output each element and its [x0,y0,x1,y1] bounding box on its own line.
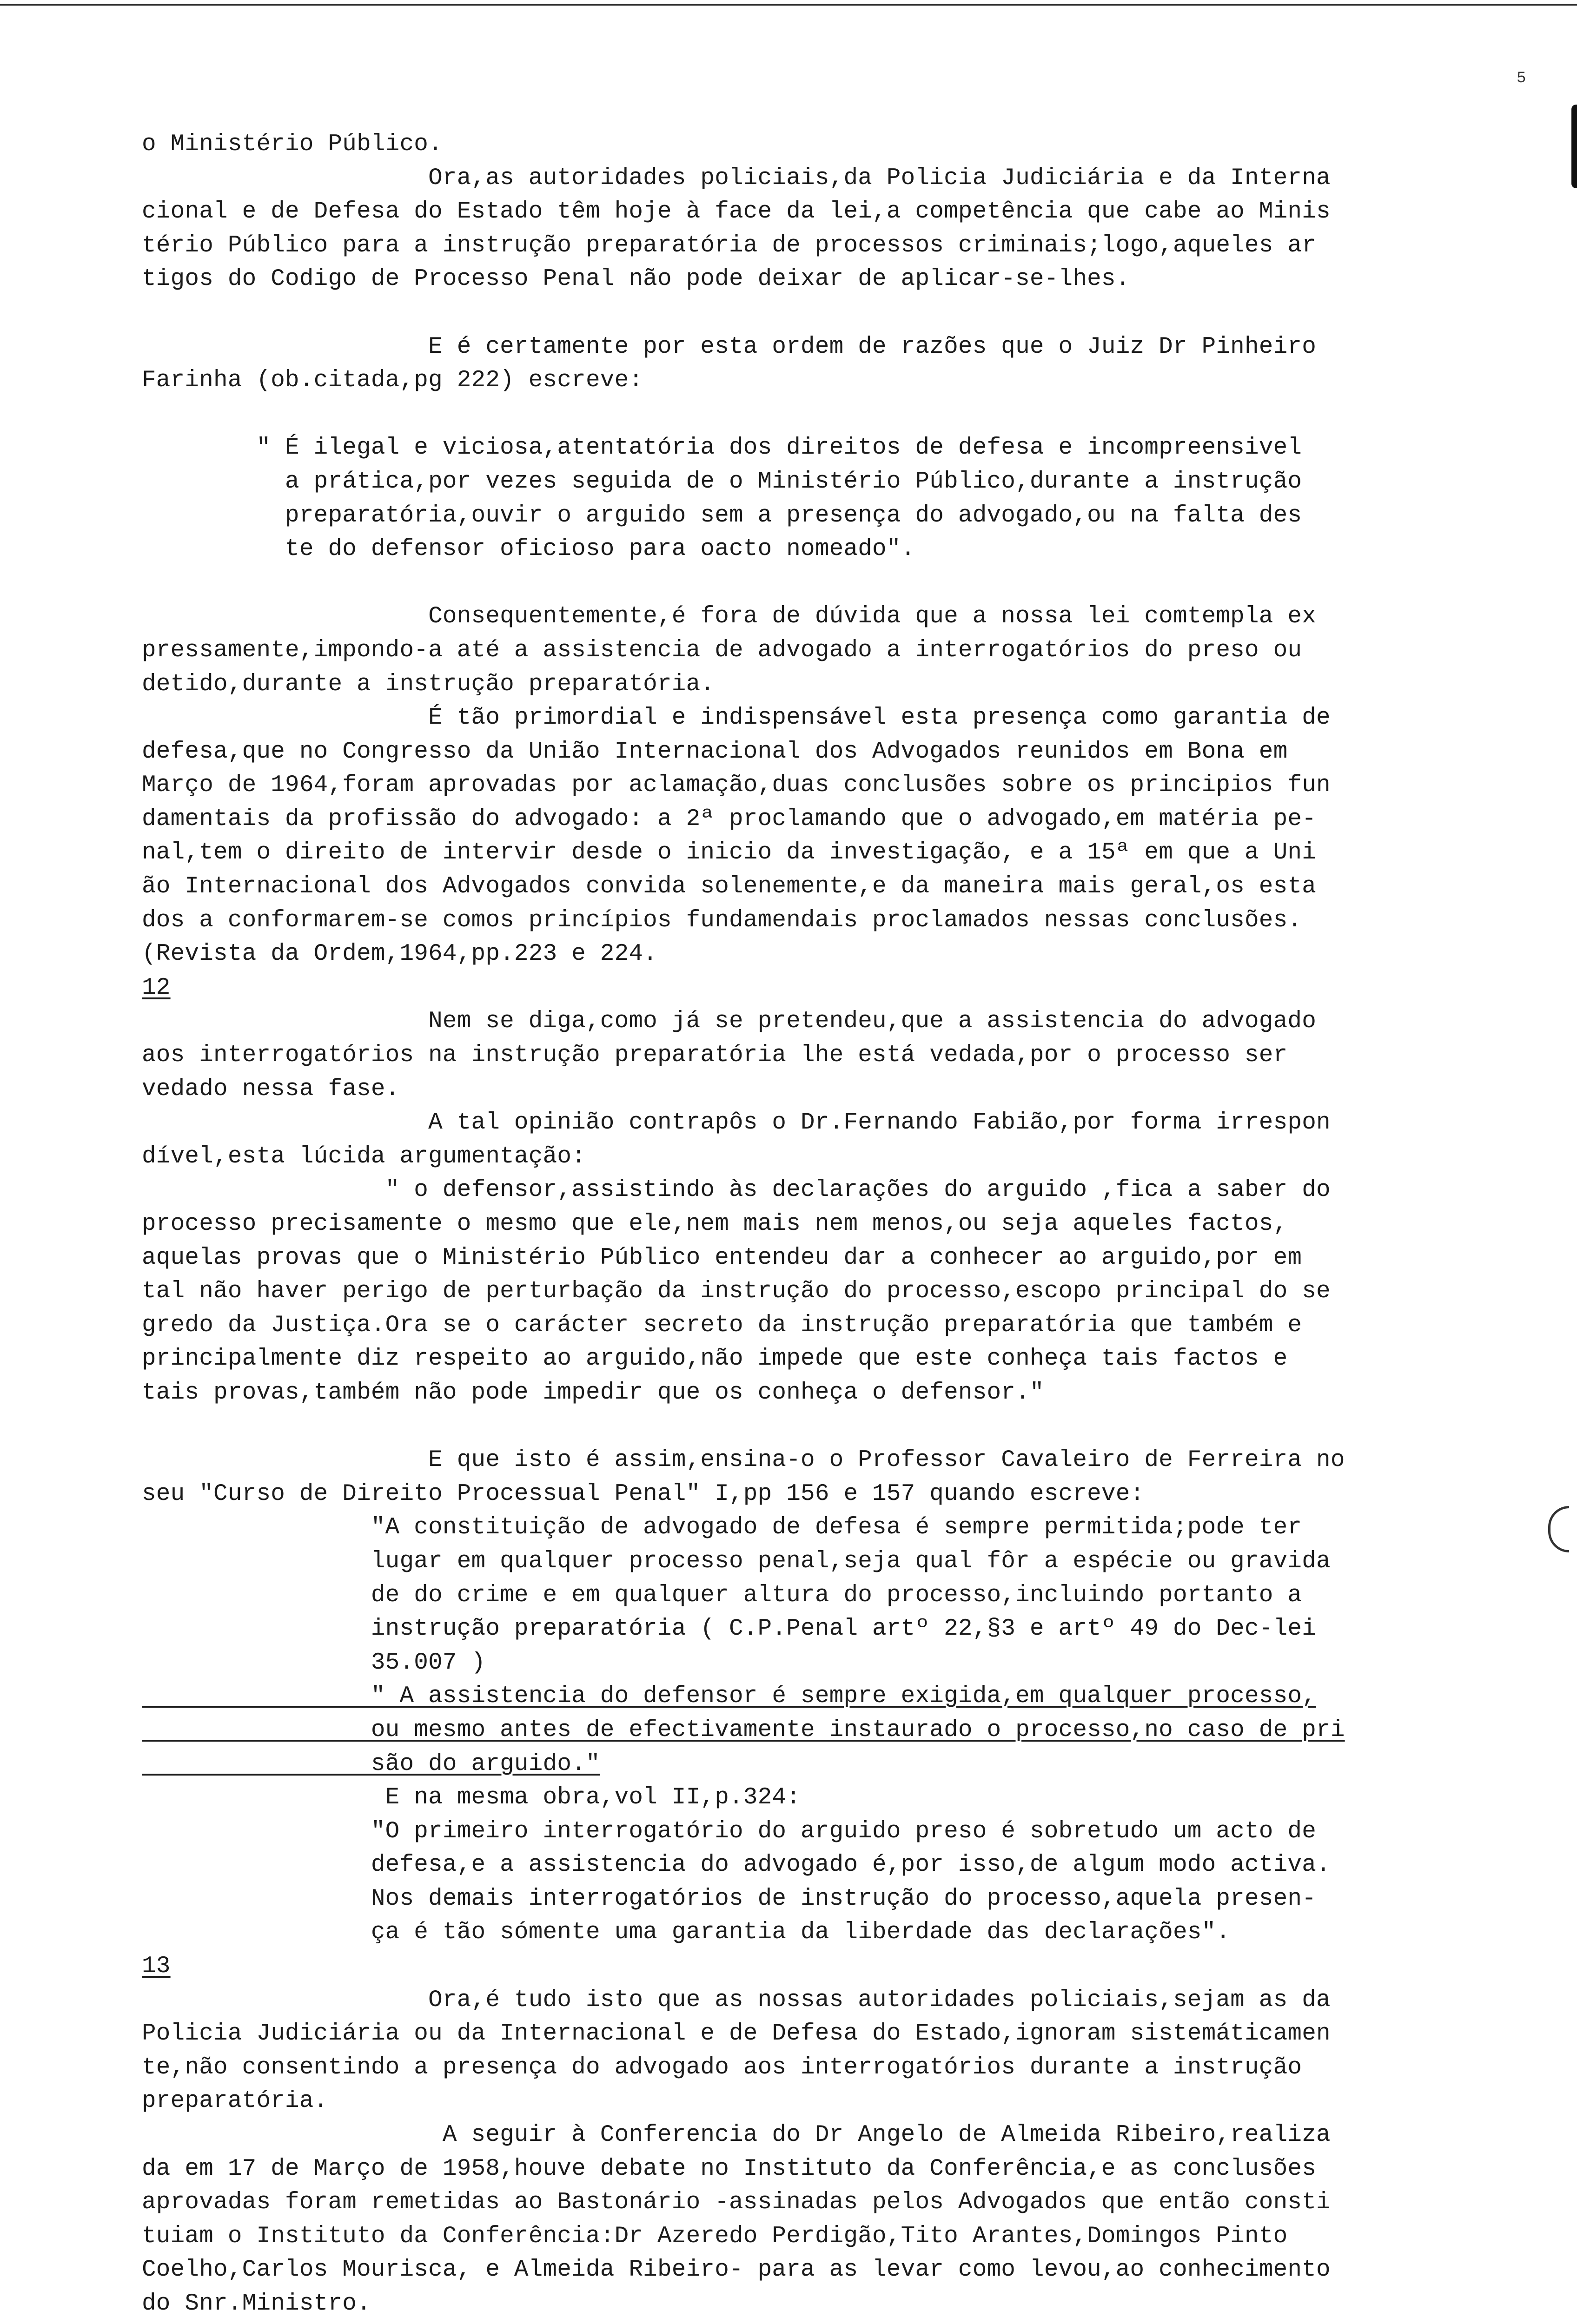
text-line [142,398,1504,432]
text-line: tuiam o Instituto da Conferência:Dr Azeredo Perdigão,Tito Arantes,Domingos Pinto [142,2223,1288,2250]
text-line: de do crime e em qualquer altura do processo,incluindo portanto a [142,1582,1302,1609]
text-line: dos a conformarem-se comos princípios fundamendais proclamados nessas conclusões. [142,907,1302,934]
text-line: ou mesmo antes de efectivamente instaurado o processo,no caso de pri [142,1717,1345,1743]
text-line [142,2321,1504,2324]
text-line: tigos do Codigo de Processo Penal não pode deixar de aplicar-se-lhes. [142,266,1130,293]
text-line: aprovadas foram remetidas ao Bastonário -assinadas pelos Advogados que então consti [142,2189,1331,2216]
text-line: E é certamente por esta ordem de razões que o Juiz Dr Pinheiro [142,333,1317,360]
text-line: Ora,é tudo isto que as nossas autoridades policiais,sejam as da [142,1987,1331,2014]
text-line: defesa,e a assistencia do advogado é,por isso,de algum modo activa. [142,1852,1331,1879]
text-line: nal,tem o direito de intervir desde o inicio da investigação, e a 15ª em que a Uni [142,839,1317,866]
text-line: ça é tão sómente uma garantia da liberdade das declarações". [142,1919,1231,1946]
text-line: processo precisamente o mesmo que ele,nem mais nem menos,ou seja aqueles factos, [142,1211,1288,1237]
section-number: 13 [142,1953,171,1980]
text-line [142,567,1504,601]
text-line: Farinha (ob.citada,pg 222) escreve: [142,367,643,394]
text-line: são do arguido." [142,1750,600,1777]
text-line: tério Público para a instrução preparatória de processos criminais;logo,aqueles ar [142,232,1317,259]
text-line: A tal opinião contrapôs o Dr.Fernando Fabião,por forma irrespon [142,1109,1331,1136]
text-line [142,297,1504,330]
text-line: " o defensor,assistindo às declarações do arguido ,fica a saber do [142,1177,1331,1204]
binding-mark [1571,105,1577,188]
text-line: instrução preparatória ( C.P.Penal artº 22,§3 e artº 49 do Dec-lei [142,1616,1317,1643]
text-line: Policia Judiciária ou da Internacional e de Defesa do Estado,ignoram sistemáticamen [142,2020,1331,2047]
text-line: dível,esta lúcida argumentação: [142,1143,586,1170]
text-line: defesa,que no Congresso da União Internacional dos Advogados reunidos em Bona em [142,738,1288,765]
text-line: ão Internacional dos Advogados convida solenemente,e da maneira mais geral,os esta [142,873,1317,900]
text-line: Nem se diga,como já se pretendeu,que a assistencia do advogado [142,1008,1317,1035]
top-border-line [0,4,1577,6]
text-line: Março de 1964,foram aprovadas por aclamação,duas conclusões sobre os principios fun [142,772,1331,799]
text-line: " É ilegal e viciosa,atentatória dos direitos de defesa e incompreensivel [142,435,1302,462]
text-line: cional e de Defesa do Estado têm hoje à face da lei,a competência que cabe ao Minis [142,198,1331,225]
text-line: seu "Curso de Direito Processual Penal" I,pp 156 e 157 quando escreve: [142,1480,1145,1507]
text-line: vedado nessa fase. [142,1076,400,1103]
text-line: do Snr.Ministro. [142,2291,371,2317]
text-line: lugar em qualquer processo penal,seja qual fôr a espécie ou gravida [142,1548,1331,1575]
text-line: aos interrogatórios na instrução preparatória lhe está vedada,por o processo ser [142,1042,1288,1069]
text-line: " A assistencia do defensor é sempre exigida,em qualquer processo, [142,1683,1317,1710]
text-line: E na mesma obra,vol II,p.324: [142,1784,801,1811]
text-line [142,1410,1504,1444]
text-line: damentais da profissão do advogado: a 2ª proclamando que o advogado,em matéria pe- [142,805,1317,832]
text-line: Nos demais interrogatórios de instrução do processo,aquela presen- [142,1885,1317,1912]
text-line: tal não haver perigo de perturbação da instrução do processo,escopo principal do se [142,1278,1331,1305]
text-line: te,não consentindo a presença do advogado aos interrogatórios durante a instrução [142,2054,1302,2081]
text-line: Consequentemente,é fora de dúvida que a nossa lei comtempla ex [142,603,1317,630]
text-line: o Ministério Público. [142,131,443,158]
text-line: 35.007 ) [142,1649,486,1676]
typewritten-text-body [142,128,1504,2324]
text-line: E que isto é assim,ensina-o o Professor Cavaleiro de Ferreira no [142,1447,1345,1474]
text-line: a prática,por vezes seguida de o Ministério Público,durante a instrução [142,468,1302,495]
text-line: principalmente diz respeito ao arguido,não impede que este conheça tais factos e [142,1346,1288,1373]
text-line: Coelho,Carlos Mourisca, e Almeida Ribeiro- para as levar como levou,ao conhecimento [142,2257,1331,2284]
text-line: "O primeiro interrogatório do arguido preso é sobretudo um acto de [142,1818,1317,1845]
text-line: te do defensor oficioso para oacto nomeado". [142,536,915,563]
text-line: preparatória,ouvir o arguido sem a presença do advogado,ou na falta des [142,502,1302,529]
text-line: detido,durante a instrução preparatória. [142,671,715,698]
text-line: preparatória. [142,2088,328,2115]
text-line: aquelas provas que o Ministério Público entendeu dar a conhecer ao arguido,por em [142,1244,1302,1271]
text-line: pressamente,impondo-a até a assistencia de advogado a interrogatórios do preso ou [142,637,1302,664]
text-line: A seguir à Conferencia do Dr Angelo de Almeida Ribeiro,realiza [142,2122,1331,2149]
text-line: É tão primordial e indispensável esta presença como garantia de [142,705,1331,732]
text-line: (Revista da Ordem,1964,pp.223 e 224. [142,941,657,968]
page-number: 5 [1517,70,1526,87]
text-line: "A constituição de advogado de defesa é sempre permitida;pode ter [142,1514,1302,1541]
text-line: Ora,as autoridades policiais,da Policia Judiciária e da Interna [142,165,1331,191]
text-line: da em 17 de Março de 1958,houve debate no Instituto da Conferência,e as conclusões [142,2155,1317,2182]
text-line: tais provas,também não pode impedir que os conheça o defensor." [142,1379,1044,1406]
text-line: gredo da Justiça.Ora se o carácter secreto da instrução preparatória que também e [142,1312,1302,1339]
margin-mark [1548,1506,1569,1552]
section-number: 12 [142,974,171,1001]
